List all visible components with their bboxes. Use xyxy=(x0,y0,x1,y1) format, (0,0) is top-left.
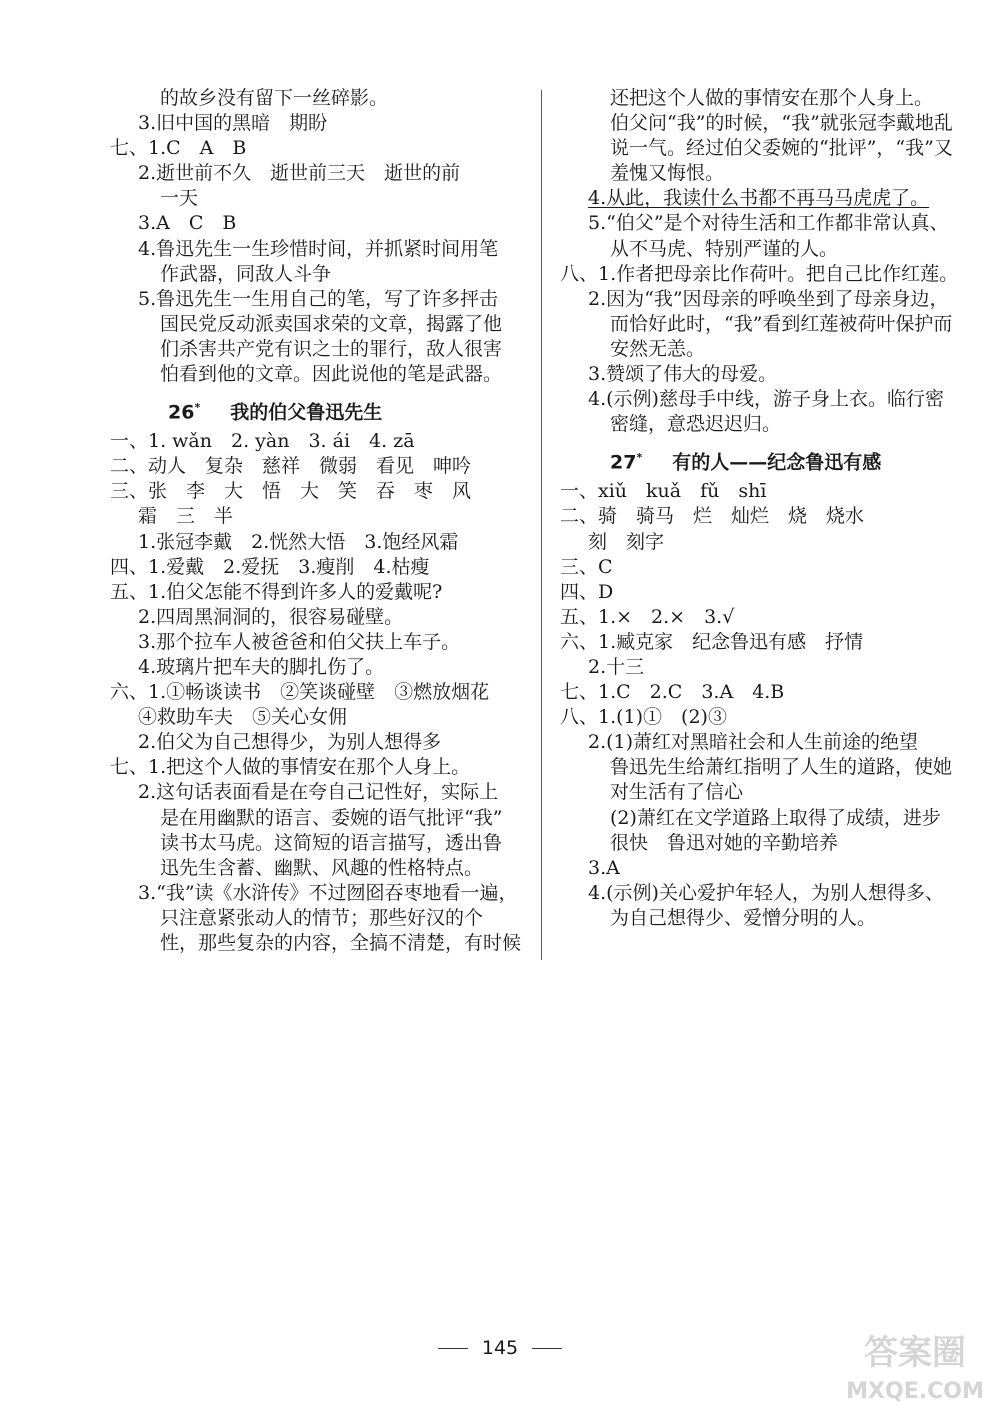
answer-line xyxy=(560,680,980,705)
answer-text: 怕看到他的文章。因此说他的笔是武器。 xyxy=(160,363,503,386)
answer-text: 从不马虎、特别严谨的人。 xyxy=(610,237,839,260)
answer-text: 2.十三 xyxy=(588,655,645,678)
answer-line xyxy=(110,237,530,262)
answer-line xyxy=(560,211,980,236)
answer-text: 是在用幽默的语言、委婉的语气批评“我” xyxy=(160,806,503,829)
answer-line xyxy=(110,906,530,931)
section-title xyxy=(560,437,980,479)
answer-text: 读书太马虎。这简短的语言描写，透出鲁 xyxy=(160,831,503,854)
answer-text: 迅先生含蓄、幽默、风趣的性格特点。 xyxy=(160,856,484,879)
page-number-dash-right xyxy=(532,1348,562,1349)
answer-line xyxy=(110,186,530,211)
answer-line xyxy=(560,856,980,881)
answer-line xyxy=(560,237,980,262)
answer-line xyxy=(110,136,530,161)
answer-text: 很快 鲁迅对她的辛勤培养 xyxy=(610,831,839,854)
answer-line xyxy=(560,555,980,580)
answer-text: (2)萧红在文学道路上取得了成绩，进步 xyxy=(610,806,941,829)
answer-text: 2.这句话表面看是在夸自己记性好，实际上 xyxy=(138,781,499,804)
answer-text: 鲁迅先生给萧红指明了人生的道路，使她 xyxy=(610,756,953,779)
watermark-line2: MXQE.COM xyxy=(846,1379,984,1404)
answer-text: 安然无恙。 xyxy=(610,337,706,360)
answer-text: 3.A C B xyxy=(138,212,237,235)
answer-text: 4.鲁迅先生一生珍惜时间，并抓紧时间用笔 xyxy=(138,237,499,260)
answer-text: 3.A xyxy=(588,856,620,879)
answer-line xyxy=(110,755,530,780)
answer-line xyxy=(110,262,530,287)
answer-text: 五、1.× 2.× 3.√ xyxy=(560,605,735,628)
answer-text: 2.四周黑洞洞的，很容易碰壁。 xyxy=(138,605,404,628)
answer-line xyxy=(560,881,980,906)
section-number: 27* xyxy=(610,451,643,474)
answer-text: 一、1. wǎn 2. yàn 3. ái 4. zā xyxy=(110,430,415,453)
answer-line xyxy=(560,161,980,186)
answer-text: 作武器，同敌人斗争 xyxy=(160,262,332,285)
answer-text: 六、1.臧克家 纪念鲁迅有感 抒情 xyxy=(560,630,864,653)
answer-text: 性，那些复杂的内容，全搞不清楚，有时候 xyxy=(160,932,522,954)
answer-text: ④救助车夫 ⑤关心女佣 xyxy=(138,706,348,729)
section-title-text: 我的伯父鲁迅先生 xyxy=(230,401,383,424)
answer-text: 还把这个人做的事情安在那个人身上。 xyxy=(610,87,934,109)
answer-text: 3.旧中国的黑暗 期盼 xyxy=(138,112,328,135)
answer-text: 八、1.作者把母亲比作荷叶。把自己比作红莲。 xyxy=(560,262,959,285)
answer-line xyxy=(110,337,530,362)
answer-line xyxy=(110,655,530,680)
answer-text: 刻 刻字 xyxy=(588,530,665,553)
answer-text: 五、1.伯父怎能不得到许多人的爱戴呢? xyxy=(110,580,443,603)
answer-text: 3.赞颂了伟大的母爱。 xyxy=(588,363,778,386)
answer-line xyxy=(110,530,530,555)
answer-line xyxy=(560,337,980,362)
answer-line xyxy=(110,312,530,337)
answer-line xyxy=(560,806,980,831)
answer-text: 只注意紧张动人的情节；那些好汉的个 xyxy=(160,906,484,929)
section-number: 26* xyxy=(168,401,201,424)
answer-text: 七、1.C A B xyxy=(110,137,247,160)
answer-line xyxy=(560,655,980,680)
answer-text: 一天 xyxy=(160,187,199,210)
answer-text: 说一气。经过伯父委婉的“批评”，“我”又 xyxy=(610,137,953,160)
answer-text: 国民党反动派卖国求荣的文章，揭露了他 xyxy=(160,312,503,335)
answer-line xyxy=(110,287,530,312)
answer-line xyxy=(110,429,530,454)
answer-line xyxy=(560,755,980,780)
answer-text: 八、1.(1)① (2)③ xyxy=(560,706,727,729)
answer-line xyxy=(110,211,530,236)
answer-text: 2.伯父为自己想得少，为别人想得多 xyxy=(138,731,442,754)
section-title-text: 有的人——纪念鲁迅有感 xyxy=(672,451,882,474)
answer-line xyxy=(560,780,980,805)
answer-line xyxy=(560,362,980,387)
answer-line xyxy=(560,580,980,605)
answer-text: 对生活有了信心 xyxy=(610,781,744,804)
answer-text: 四、D xyxy=(560,580,614,603)
answer-line xyxy=(110,580,530,605)
answer-text: 的故乡没有留下一丝碎影。 xyxy=(160,87,389,109)
answer-text: 伯父问“我”的时候，“我”就张冠李戴地乱 xyxy=(610,112,953,135)
answer-text: 二、动人 复杂 慈祥 微弱 看见 呻吟 xyxy=(110,455,472,478)
answer-line xyxy=(110,362,530,387)
page-number-text: 145 xyxy=(481,1337,519,1359)
answer-line xyxy=(110,780,530,805)
answer-text: 密缝，意恐迟迟归。 xyxy=(610,413,782,436)
answer-line xyxy=(110,831,530,856)
answer-line xyxy=(560,831,980,856)
answer-line xyxy=(560,705,980,730)
answer-line xyxy=(110,504,530,529)
answer-line xyxy=(560,312,980,337)
answer-text: 5.鲁迅先生一生用自己的笔，写了许多抨击 xyxy=(138,287,499,310)
answer-text: 六、1.①畅谈读书 ②笑谈碰壁 ③燃放烟花 xyxy=(110,681,490,704)
answer-line xyxy=(110,555,530,580)
answer-line xyxy=(560,412,980,437)
answer-line xyxy=(110,806,530,831)
answer-line xyxy=(560,86,980,111)
answer-line xyxy=(110,680,530,705)
answer-text: 三、C xyxy=(560,555,613,578)
answer-line xyxy=(560,605,980,630)
answer-text: 二、骑 骑马 烂 灿烂 烧 烧水 xyxy=(560,505,865,528)
answer-line xyxy=(110,931,530,956)
section-title xyxy=(110,387,530,429)
answer-line xyxy=(110,630,530,655)
answer-text: 羞愧又悔恨。 xyxy=(610,162,725,185)
answer-text: 们杀害共产党有识之士的罪行，敌人很害 xyxy=(160,337,503,360)
right-column xyxy=(560,86,980,931)
answer-line xyxy=(560,504,980,529)
answer-text: 七、1.把这个人做的事情安在那个人身上。 xyxy=(110,756,471,779)
answer-line xyxy=(560,906,980,931)
answer-line xyxy=(110,454,530,479)
answer-line xyxy=(560,630,980,655)
answer-line xyxy=(110,605,530,630)
answer-text: 1.张冠李戴 2.恍然大悟 3.饱经风霜 xyxy=(138,530,459,553)
watermark-logo xyxy=(840,1320,990,1410)
answer-line xyxy=(110,856,530,881)
answer-text: 3.“我”读《水浒传》不过囫囵吞枣地看一遍， xyxy=(138,881,518,904)
answer-line xyxy=(560,262,980,287)
answer-line xyxy=(110,161,530,186)
watermark-line1: 答案圈 xyxy=(864,1333,966,1373)
answer-line xyxy=(110,881,530,906)
answer-line xyxy=(110,479,530,504)
answer-text: 4.(示例)关心爱护年轻人，为别人想得多、 xyxy=(588,881,944,904)
answer-text: 4.(示例)慈母手中线，游子身上衣。临行密 xyxy=(588,388,944,411)
answer-line xyxy=(560,136,980,161)
answer-text: 3.那个拉车人被爸爸和伯父扶上车子。 xyxy=(138,630,461,653)
answer-text: 七、1.C 2.C 3.A 4.B xyxy=(560,681,785,704)
answer-text: 4.玻璃片把车夫的脚扎伤了。 xyxy=(138,655,385,678)
answer-text: 为自己想得少、爱憎分明的人。 xyxy=(610,906,877,929)
answer-text: 2.逝世前不久 逝世前三天 逝世的前 xyxy=(138,162,461,185)
answer-text: 而恰好此时，“我”看到红莲被荷叶保护而 xyxy=(610,312,953,335)
answer-line xyxy=(560,730,980,755)
answer-text: 5.“伯父”是个对待生活和工作都非常认真、 xyxy=(588,212,949,235)
answer-line xyxy=(560,111,980,136)
answer-line xyxy=(560,387,980,412)
answer-text: 四、1.爱戴 2.爱抚 3.瘦削 4.枯瘦 xyxy=(110,555,430,578)
left-column xyxy=(110,86,530,956)
answer-line xyxy=(560,479,980,504)
answer-line xyxy=(560,530,980,555)
answer-line xyxy=(110,111,530,136)
answer-text: 三、张 李 大 悟 大 笑 吞 枣 风 xyxy=(110,480,472,503)
page-number-dash-left xyxy=(438,1348,468,1349)
column-divider xyxy=(541,90,542,960)
answer-line xyxy=(110,86,530,111)
answer-line xyxy=(560,186,980,211)
answer-line xyxy=(110,730,530,755)
answer-text: 4.从此，我读什么书都不再马马虎虎了。 xyxy=(588,187,930,210)
answer-text: 霜 三 半 xyxy=(138,505,234,528)
answer-text: 2.(1)萧红对黑暗社会和人生前途的绝望 xyxy=(588,731,919,754)
answer-text: 2.因为“我”因母亲的呼唤坐到了母亲身边， xyxy=(588,287,949,310)
answer-line xyxy=(560,287,980,312)
answer-line xyxy=(110,705,530,730)
answer-text: 一、xiǔ kuǎ fǔ shī xyxy=(560,480,767,503)
